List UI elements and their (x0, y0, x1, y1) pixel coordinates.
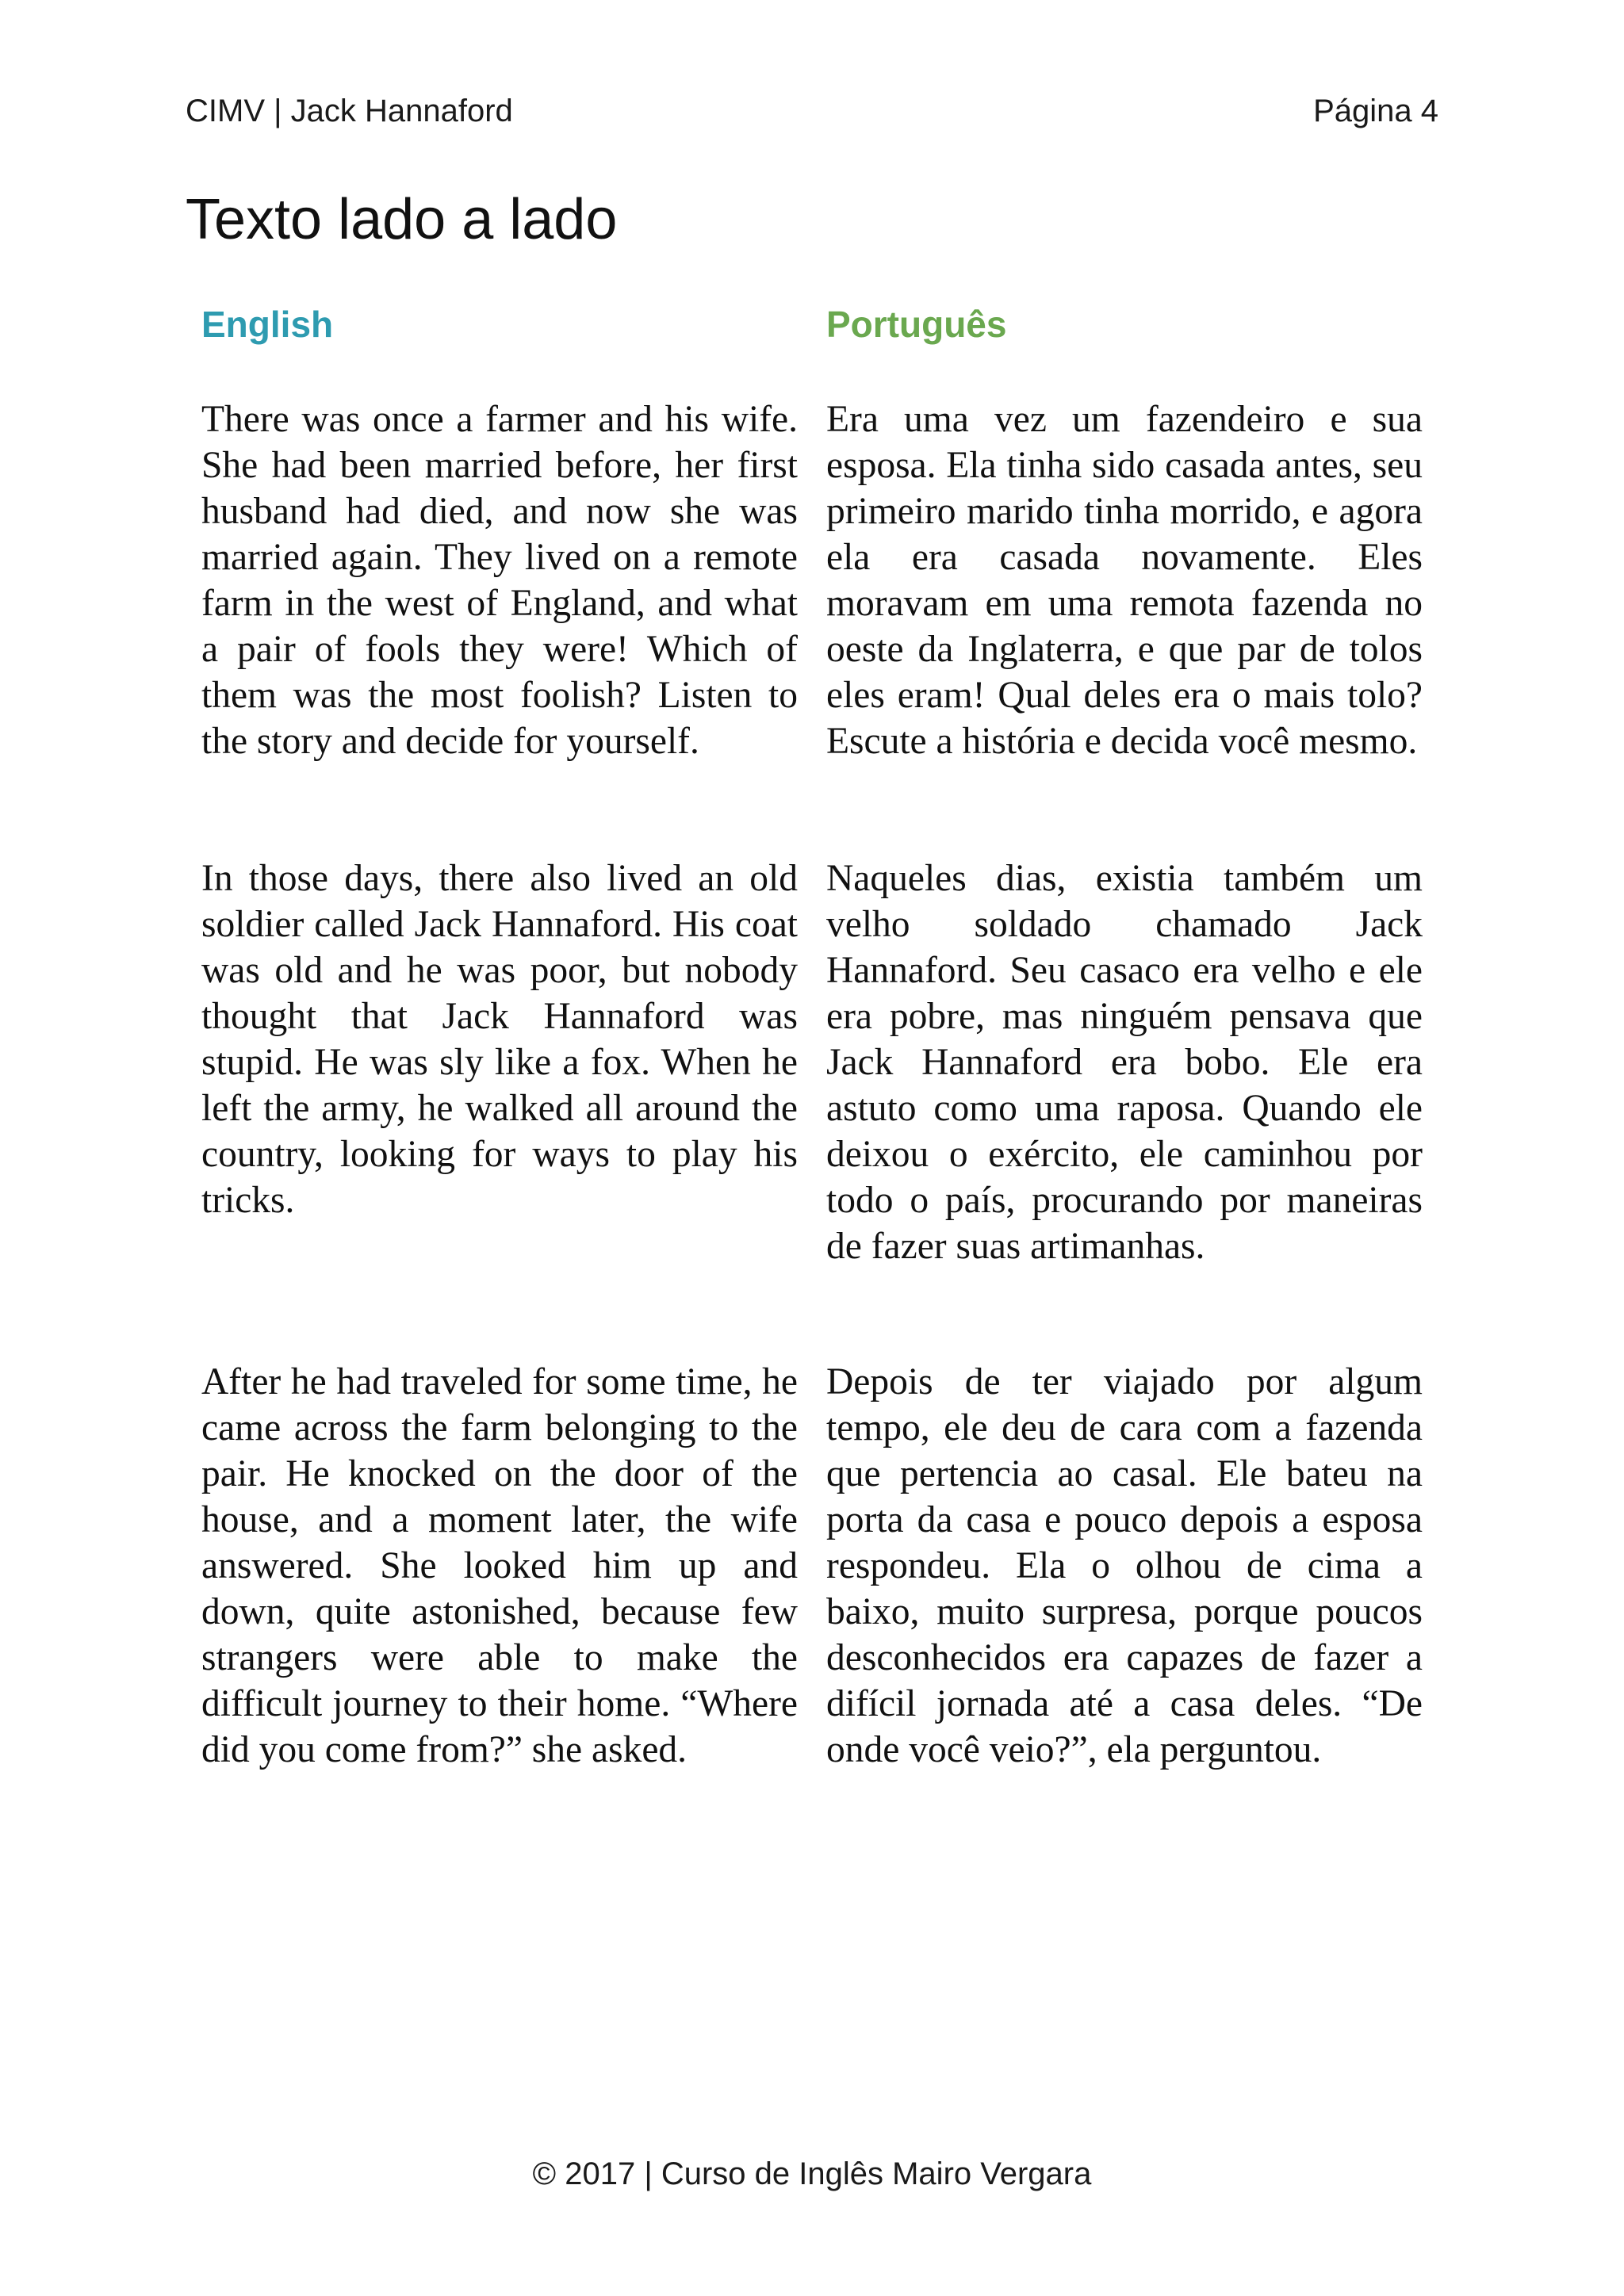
portuguese-paragraph: Era uma vez um fazendeiro e sua esposa. Ela tinha sido casada antes, seu primeiro marido tinha morrido, e agora ela era casada novamente. Eles moravam em uma remota fazenda no oeste da Inglaterra, e que par de tolos eles eram! Qual deles era o mais tolo? Escute a história e decida você mesmo. (826, 399, 1423, 762)
english-paragraph: In those days, there also lived an old soldier called Jack Hannaford. His coat was old and he was poor, but nobody thought that Jack Hannaford was stupid. He was sly like a fox. When he left the army, he walked all around the country, looking for ways to play his tricks. (201, 858, 798, 1221)
portuguese-paragraph: Depois de ter viajado por algum tempo, ele deu de cara com a fazenda que pertencia ao casal. Ele bateu na porta da casa e pouco depois a esposa respondeu. Ela o olhou de cima a baixo, muito surpresa, porque poucos desconhecidos era capazes de fazer a difícil jornada até a casa deles. “De onde você veio?”, ela perguntou. (826, 1361, 1423, 1770)
page-title: Texto lado a lado (186, 188, 618, 251)
portuguese-heading: Português (826, 304, 1007, 345)
header-page-number: Página 4 (1313, 94, 1438, 128)
page-header (186, 94, 1438, 141)
english-paragraph: After he had traveled for some time, he came across the farm belonging to the pair. He knocked on the door of the house, and a moment later, the wife answered. She looked him up and down, quite astonished, because few strangers were able to make the difficult journey to their home. “Where did you come from?” she asked. (201, 1361, 798, 1770)
english-paragraph: There was once a farmer and his wife. She had been married before, her first husband had died, and now she was married again. They lived on a remote farm in the west of England, and what a pair of fools they were! Which of them was the most foolish? Listen to the story and decide for yourself. (201, 399, 798, 762)
english-heading: English (201, 304, 334, 345)
page-footer: © 2017 | Curso de Inglês Mairo Vergara (532, 2156, 1092, 2191)
portuguese-paragraph: Naqueles dias, existia também um velho soldado chamado Jack Hannaford. Seu casaco era velho e ele era pobre, mas ninguém pensava que Jack Hannaford era bobo. Ele era astuto como uma raposa. Quando ele deixou o exército, ele caminhou por todo o país, procurando por maneiras de fazer suas artimanhas. (826, 858, 1423, 1267)
portuguese-column (826, 301, 1423, 1770)
english-column (201, 301, 798, 1770)
header-document-label: CIMV | Jack Hannaford (186, 94, 513, 128)
